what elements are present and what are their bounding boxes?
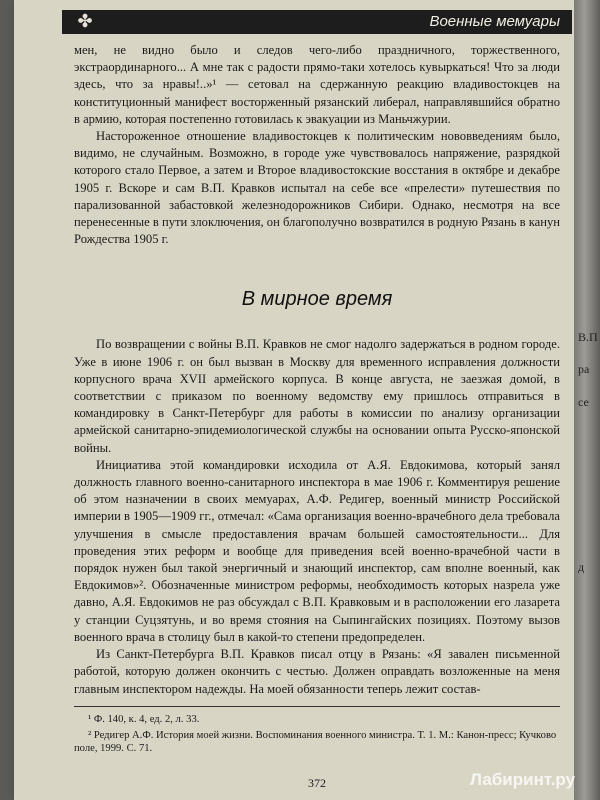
adjacent-page-fragment: се bbox=[578, 395, 589, 409]
watermark-logo: Лабиринт.ру bbox=[470, 770, 576, 789]
main-text bbox=[74, 42, 560, 698]
paragraph: Инициатива этой командировки исходила от А.Я. Евдокимова, который занял должность главного военно-санитарного инспектора в мае 1906 г. Комментируя решение об этом назначении в своих мемуарах, А.Ф. Редигер, военный министр Российской империи в 1905—1909 гг., отмечал: «Сама организация военно-врачебного дела требовала улучшения в смысле предоставления врачам большей самостоятельности... Для проведения этих реформ и вообще для приведения всей военно-врачебной части в порядок нужен был такой энергичный и знающий инспектор, сам вполне военный, как Евдокимов»². Обозначенные министром реформы, необходимость которых назрела уже давно, А.Я. Евдокимов не раз обсуждал с В.П. Кравковым и в расположении его лазарета у станции Суцзятунь, и во время стояния на Сыпингайских позициях. Поэтому вызов военного врача в столицу был в какой-то степени предопределен. bbox=[74, 457, 560, 644]
adjacent-page-fragment: В.П bbox=[578, 330, 598, 344]
running-header bbox=[62, 10, 572, 34]
footnote-2: ² Редигер А.Ф. История моей жизни. Воспоминания военного министра. Т. 1. М.: Канон-пресс; Кучково поле, 1999. С. 71. bbox=[74, 729, 557, 754]
footnote-1: ¹ Ф. 140, к. 4, ед. 2, л. 33. bbox=[88, 714, 200, 725]
paragraph: Из Санкт-Петербурга В.П. Кравков писал отцу в Рязань: «Я завален письменной работой, которую должен окончить с честью. Должен оправдать возложенные на меня главным инспектором надежды. На моей обязанности теперь лежит состав- bbox=[74, 647, 560, 696]
ornament-icon: ✤ bbox=[77, 11, 93, 32]
page-number: 372 bbox=[308, 776, 326, 790]
section-title: В мирное время bbox=[241, 288, 393, 311]
adjacent-page-fragment: ра bbox=[578, 362, 590, 376]
adjacent-page-fragment: д bbox=[578, 560, 585, 574]
adjacent-page-edge bbox=[574, 0, 600, 800]
book-page bbox=[14, 0, 574, 800]
header-title: Военные мемуары bbox=[429, 13, 560, 30]
paragraph-continued: мен, не видно было и следов чего-либо праздничного, торжественного, экстраординарного... А мне так с радости прямо-таки хотелось кувыркаться! Что за люди здесь, что за нравы!..»¹ — сетовал на сдержанную реакцию владивостокцев на конституционный манифест восторженный рязанский либерал, направлявшийся обратно в армию, которая постепенно готовилась к эвакуации из Маньчжурии. bbox=[74, 43, 560, 126]
paragraph: Настороженное отношение владивостокцев к политическим нововведениям было, видимо, не случайным. Возможно, в городе уже чувствовалось напряжение, разрядкой которого стало Первое, а затем и Второе владивостокские восстания в октябре и декабре 1905 г. Вскоре и сам В.П. Кравков испытал на себе все «прелести» путешествия по парализованной забастовкой железнодорожников Сибири. Однако, несмотря на все перенесенные в пути злоключения, он благополучно возвратился в родную Рязань в канун Рождества 1905 г. bbox=[74, 129, 560, 247]
footnotes bbox=[74, 706, 560, 758]
paragraph: По возвращении с войны В.П. Кравков не смог надолго задержаться в родном городе. Уже в июне 1906 г. он был вызван в Москву для временного исправления должности корпусного врача XVII армейского корпуса. В конце августа, не заезжая домой, в соответствии с приказом по военному ведомству ему пришлось отправиться в командировку в Санкт-Петербург для работы в комиссии по анализу организации армейской санитарно-эпидемиологической службы на основании опыта Русско-японской войны. bbox=[74, 337, 560, 455]
